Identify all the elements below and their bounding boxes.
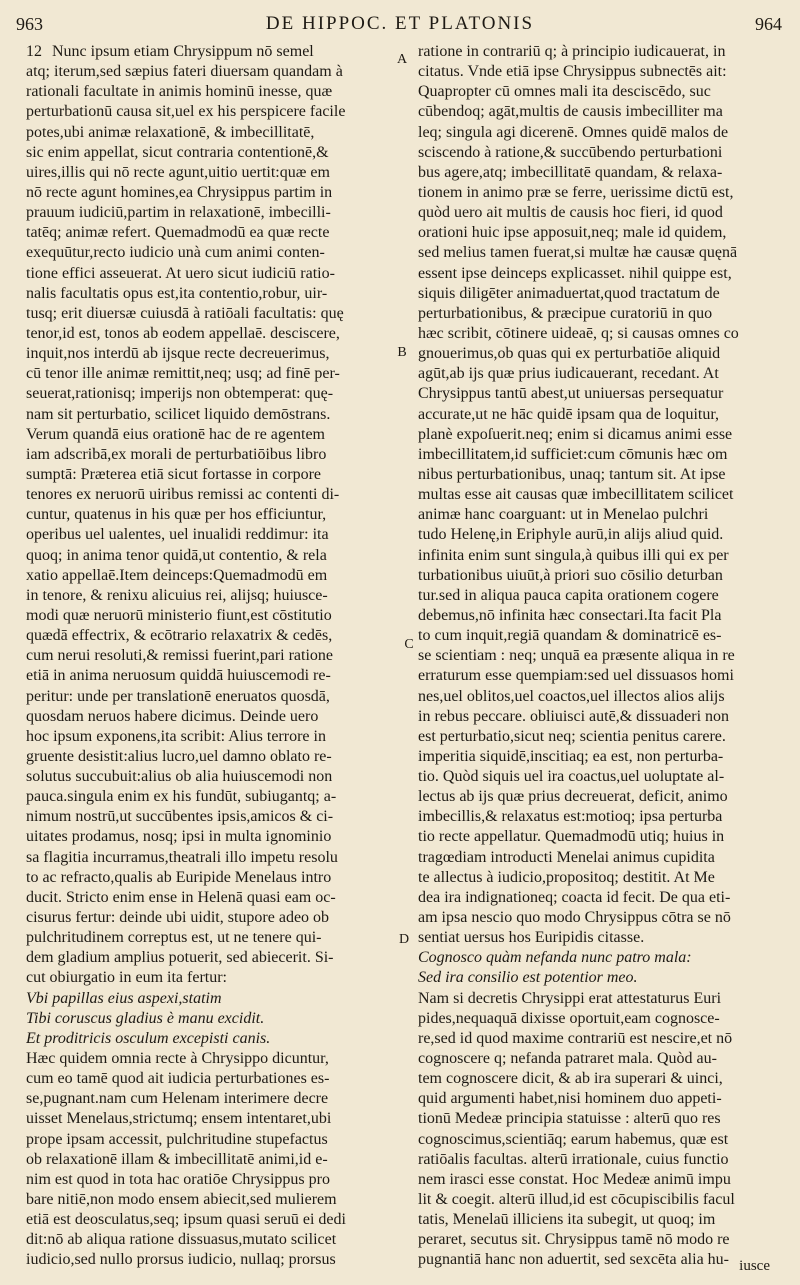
text-line: dem gladium amplius potuerit, sed abiecerit. Si-	[26, 949, 334, 967]
text-line: quædā effectrix, & ecōtrario relaxatrix & cedēs,	[26, 627, 333, 645]
text-line: gnouerimus,ob quas qui ex perturbatiōe aliquid	[418, 345, 721, 363]
text-line: Hæc quidem omnia recte à Chrysippo dicuntur,	[26, 1050, 329, 1068]
text-line: tione effici asseuerat. At uero sicut iudiciū ratio-	[26, 264, 335, 282]
text-line: etiā est deosculatus,seq; ipsum quasi seruū ei dedi	[26, 1211, 346, 1229]
text-line: siquis diligēter animaduertat,quod tractatum de	[418, 284, 720, 302]
text-line: nem irasci esse constat. Hoc Medeæ animū impu	[418, 1170, 731, 1188]
text-line: dit:nō ab aliqua ratione dissuasus,mutato scilicet	[26, 1231, 337, 1249]
section-number-line	[26, 42, 396, 62]
text-line: atq; iterum,sed sæpius fateri diuersam quandam à	[26, 63, 343, 81]
text-line: pugnantiā hanc non aduertit, sed sexcēta alia hu-	[418, 1251, 729, 1269]
text-line: tur.sed in aliqua pauca capita orationem cogere	[418, 586, 719, 604]
text-line: hæc scribit, cōtinere uideaē, q; si causas omnes co	[418, 324, 739, 342]
text-line: potes,ubi animæ relaxationē, & imbecillitatē,	[26, 123, 315, 141]
text-line: ratione in contrariū q; à principio iudicauerat, in	[418, 43, 726, 60]
text-line: tudo Helenę,in Eriphyle aurū,in alijs aliud quid.	[418, 526, 724, 544]
text-line: tionem in animo præ se ferre, uerissime dictū est,	[418, 183, 734, 201]
text-line: Chrysippus tantū abest,ut uniuersas persequatur	[418, 385, 724, 403]
text-line: planè expoſuerit.neq; enim si dicamus animi esse	[418, 425, 733, 443]
text-line: uisset Menelaus,strictumq; ensem intentaret,ubi	[26, 1110, 332, 1128]
text-line: quòd uero ait multis de causis hoc fieri, id quod	[418, 204, 723, 222]
text-line: debemus,nō infinita hæc consectari.Ita facit Pla	[418, 606, 722, 624]
text-line: sed melius tamen fuerat,si multæ hæ causæ quęnā	[418, 244, 738, 262]
text-line: tio recte appellatur. Quemadmodū utiq; huius in	[418, 828, 725, 846]
text-line: nibus perturbationibus, unaq; tantum sit. At ipse	[418, 465, 726, 483]
verse-line: Tibi coruscus gladius è manu excidit.	[26, 1009, 265, 1027]
text-line: prope ipsam accessit, pulchritudine stupefactus	[26, 1130, 328, 1148]
text-line: imperitia siquidē,inscitiaq; ea est, non perturba-	[418, 747, 724, 765]
text-line: cum nerui resoluti,& remissi fuerint,pari ratione	[26, 647, 334, 665]
text-line: Verum quandā eius orationē hac de re agentem	[26, 425, 325, 443]
text-line: Nam si decretis Chrysippi erat attestaturus Euri	[418, 989, 722, 1007]
text-line: nimum nostrū,ut succūbentes ipsis,amicos & ci-	[26, 808, 334, 826]
text-line: animæ hanc coarguant: ut in Menelao pulchri	[418, 506, 709, 524]
text-line: sciscendo à ratione,& succūbendo perturbationi	[418, 143, 723, 161]
text-line: infinita enim sunt singula,à quibus illi qui ex per	[418, 546, 729, 564]
text-line: cognoscimus,scientiāq; earum habemus, quæ est	[418, 1130, 729, 1148]
text-line: se scientiam : neq; unquā ea præsente aliqua in re	[418, 647, 735, 665]
text-line: dea ira indignationeq; coacta id fecit. De qua eti-	[418, 888, 731, 906]
running-title: DE HIPPOC. ET PLATONIS	[265, 13, 535, 34]
text-line: te allectus à iudicio,propositoq; destitit. At Me	[418, 868, 715, 886]
text-line: sic enim appellat, sicut contraria contentionē,&	[26, 143, 329, 161]
text-line: quosdam neruos habere dicimus. Deinde uero	[26, 707, 319, 725]
text-line: Nunc ipsum etiam Chrysippum nō semel	[52, 43, 314, 60]
text-line: tusq; erit diuersæ cuiusdā à ratiōali facultatis: quę	[26, 304, 344, 322]
text-line: iam adscribā,ex morali de perturbatiōibus libro	[26, 445, 327, 463]
text-line: sa flagitia incurramus,theatrali illo impetu resolu	[26, 848, 338, 866]
text-line: hoc ipsum exponens,ita scribit: Alius terrore in	[26, 727, 326, 745]
text-line: tenores ex neruorū uiribus remissi ac contenti di-	[26, 486, 340, 504]
text-line: cut obiurgatio in eum ita fertur:	[26, 969, 227, 987]
verse-line: Sed ira consilio est potentior meo.	[418, 969, 638, 987]
text-line: solutus succubuit:alius ob alia huiuscemodi non	[26, 768, 333, 786]
section-number: 12	[26, 43, 42, 60]
text-line: quoq; in anima tenor quidā,ut contentio, & rela	[26, 546, 327, 564]
text-line: ob relaxationē illam & imbecillitatē animi,id e-	[26, 1150, 328, 1168]
text-line: peritur: unde per translationē eneruatos quosdā,	[26, 687, 330, 705]
text-line: sentiat uersus hos Euripidis citasse.	[418, 929, 645, 947]
text-line: ratiōalis facultas. alterū irrationale, cuius functio	[418, 1150, 729, 1168]
text-line: iudicio,sed nullo prorsus iudicio, nullaq; prorsus	[26, 1251, 336, 1269]
text-line: sumptā: Præterea etiā sicut fortasse in corpore	[26, 465, 322, 483]
text-line: seuerat,rationisq; imperijs non obtemperat: quę-	[26, 385, 334, 403]
text-line: Quapropter cū omnes mali ita desciscēdo, suc	[418, 83, 711, 101]
verse-line: Et proditricis osculum excepisti canis.	[26, 1029, 271, 1047]
text-line: tio. Quòd siquis uel ira coactus,uel uoluptate al-	[418, 768, 725, 786]
text-line: citatus. Vnde etiā ipse Chrysippus subnectēs ait:	[418, 63, 727, 81]
text-line: tem cognoscere dicit, & ab ira superari & uinci,	[418, 1070, 723, 1088]
text-line: to ac refracto,qualis ab Euripide Menelaus intro	[26, 868, 332, 886]
right-text-column	[418, 42, 774, 1271]
text-line: to cum inquit,regiā quandam & dominatricē es-	[418, 627, 722, 645]
text-line: inquit,nos interdū ab ijsque recte decreuerimus,	[26, 345, 330, 363]
margin-marker-a: A	[396, 52, 408, 67]
text-line: perturbationibus, & præcipue curatoriū in quo	[418, 304, 713, 322]
text-line: am ipsa nescio quo modo Chrysippus cōtra se nō	[418, 909, 731, 927]
text-line: leq; singula agi dicerenē. Omnes quidē malos de	[418, 123, 729, 141]
text-line: bus agere,atq; imbecillitatē quandam, & relaxa-	[418, 163, 723, 181]
running-header	[0, 6, 800, 34]
text-line: agūt,ab ijs quæ prius iudicauerant, recedant. At	[418, 365, 719, 383]
text-line: modi quæ neruorū ministerio fiunt,est cōstitutio	[26, 606, 332, 624]
text-line: exequūtur,recto iudicio unà cum animi conten-	[26, 244, 325, 262]
text-line: imbecillitatem,id sufficiet:cum cōmunis hæc om	[418, 445, 728, 463]
margin-marker-b: B	[397, 345, 407, 360]
text-line: uires,illis qui nō recte agunt,uitio uertit:quæ em	[26, 163, 330, 181]
text-line: cisurus fertur: deinde ubi uidit, stupore adeo ob	[26, 909, 330, 927]
text-line: orationi huic ipse apposuit,neq; male id quidem,	[418, 224, 727, 242]
text-line: cū tenor ille animæ remittit,neq; usq; ad finē per-	[26, 365, 340, 383]
text-line: pulchritudinem correptus est, ut ne tenere qui-	[26, 929, 322, 947]
text-line: cūbendoq; agāt,multis de causis imbecilliter ma	[418, 103, 723, 121]
text-line: ducit. Stricto enim ense in Helenā quasi eam oc-	[26, 888, 336, 906]
text-line: in tenore, & renixu alicuius rei, alijsq; huiusce-	[26, 586, 328, 604]
text-line: nalis facultatis opus est,ita contentio,robur, uir-	[26, 284, 328, 302]
text-line: pauca.singula enim ex his fundūt, subiugantq; a-	[26, 788, 337, 806]
margin-marker-c: C	[404, 637, 414, 652]
text-line: pides,nequaquā dixisse oportuit,eam cognosce-	[418, 1009, 720, 1027]
left-page-number: 963	[16, 14, 43, 34]
text-line: etiā in anima neruosum quiddā huiuscemodi re-	[26, 667, 331, 685]
text-line: re,sed id quod maxime contrariū est nescire,et nō	[418, 1029, 733, 1047]
text-line: se,pugnant.nam cum Helenam interimere decre	[26, 1090, 329, 1108]
text-line: accurate,ut ne hāc quidē ipsam qua de loquitur,	[418, 405, 720, 423]
text-line: essent ipse deinceps explicasset. nihil quippe est,	[418, 264, 732, 282]
text-line: perturbationū causa sit,uel ex his perspicere facile	[26, 103, 346, 121]
text-line: rationali facultate in animis hominū inesse, quæ	[26, 83, 333, 101]
left-text-column	[26, 42, 396, 1271]
text-line: nō recte agunt homines,ea Chrysippus partim in	[26, 183, 333, 201]
text-line: cum eo tamē quod ait iudicia perturbationes es-	[26, 1070, 330, 1088]
text-line: erraturum esse quempiam:sed uel dissuasos homi	[418, 667, 734, 685]
text-line: imbecillis,& relaxatus est:motioq; ipsa perturba	[418, 808, 723, 826]
text-line: multas esse ait causas quæ imbecillitatem scilicet	[418, 486, 734, 504]
text-line: tragœdiam introducti Menelai animus cupidita	[418, 848, 715, 866]
text-line: tatis, Menelaū illiciens ita subegit, ut quoq; im	[418, 1211, 716, 1229]
text-line: est perturbatio,sicut neq; scientia penitus carere.	[418, 727, 726, 745]
text-line: nam sit perturbatio, scilicet liquido demōstrans.	[26, 405, 331, 423]
text-line: nim est quod in tota hac oratiōe Chrysippus pro	[26, 1170, 330, 1188]
text-line: cognoscere q; nefanda patraret mala. Quòd au-	[418, 1050, 717, 1068]
text-line: bare nitiē,non modo ensem abiecit,sed mulierem	[26, 1191, 337, 1209]
text-line: in rebus peccare. obliuisci autē,& dissuaderi non	[418, 707, 730, 725]
right-page-number: 964	[755, 14, 782, 34]
text-line: xatio appellaē.Item deinceps:Quemadmodū em	[26, 566, 328, 584]
text-line: peraret, secutus sit. Chrysippus tamē nō modo re	[418, 1231, 730, 1249]
text-line: turbationibus uiuūt,à priori suo cōsilio deturban	[418, 566, 723, 584]
verse-line: Cognosco quàm nefanda nunc patro mala:	[418, 949, 692, 967]
verse-line: Vbi papillas eius aspexi,statim	[26, 989, 222, 1007]
text-line: cuntur, quatenus in his quæ per hos efficiuntur,	[26, 506, 327, 524]
text-line: prauum iudiciū,partim in relaxationē, imbecilli-	[26, 204, 331, 222]
text-line: gruente desistit:alius lucro,uel damno oblato re-	[26, 747, 332, 765]
text-line: tatēq; animæ refert. Quemadmodū ea quæ recte	[26, 224, 330, 242]
catchword: iusce	[739, 1258, 770, 1274]
text-line: quid argumenti habet,nisi hominem duo appeti-	[418, 1090, 722, 1108]
text-line: nes,uel oblitos,uel coactos,uel illectos alios alijs	[418, 687, 725, 705]
text-line: uitates prodamus, nosq; ipsi in multa ignominio	[26, 828, 332, 846]
margin-marker-d: D	[398, 932, 410, 947]
text-line: tenor,id est, tonos ab eodem appellaē. desciscere,	[26, 324, 340, 342]
text-line: lit & coegit. alterū illud,id est cōcupiscibilis facul	[418, 1191, 735, 1209]
text-line: operibus uel ualentes, uel inualidi reddimur: ita	[26, 526, 329, 544]
text-line: lectus ab ijs quæ prius decreuerat, deficit, animo	[418, 788, 728, 806]
text-line: tionū Medeæ principia statuisse : alterū quo res	[418, 1110, 721, 1128]
